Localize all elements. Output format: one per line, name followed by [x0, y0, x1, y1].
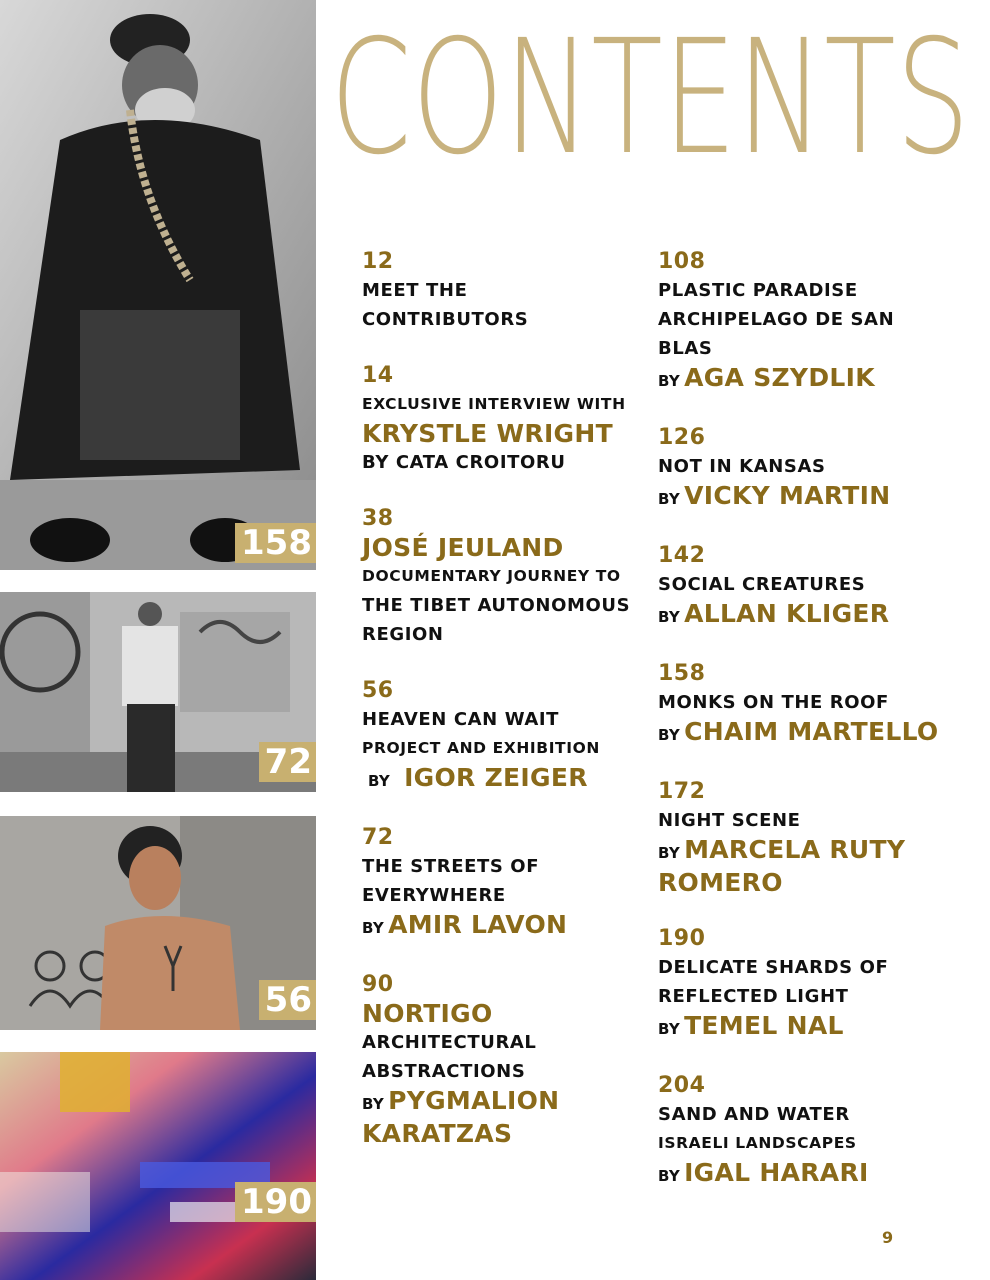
- entry-subtitle: EXCLUSIVE INTERVIEW WITH: [362, 395, 626, 413]
- entry-author: [362, 763, 632, 796]
- author-name-continued: KARATZAS: [362, 1119, 513, 1148]
- page-number: 158: [658, 661, 706, 686]
- toc-entry[interactable]: [362, 505, 632, 649]
- toc-entry[interactable]: [362, 248, 632, 334]
- entry-name: JOSÉ JEULAND: [362, 533, 564, 562]
- page-number: 108: [658, 249, 706, 274]
- entry-title: MONKS ON THE ROOF: [658, 692, 889, 713]
- toc-entry[interactable]: [362, 824, 632, 943]
- author-name: IGOR ZEIGER: [404, 763, 588, 792]
- entry-title: REGION: [362, 624, 444, 645]
- page-number: 172: [658, 779, 706, 804]
- author-name: AGA SZYDLIK: [684, 363, 875, 392]
- photo-badge: 56: [259, 980, 316, 1020]
- toc-entry[interactable]: [362, 677, 632, 796]
- entry-author: [658, 835, 958, 868]
- photo-graffiti-man: [0, 592, 316, 792]
- author-name: MARCELA RUTY: [684, 835, 906, 864]
- entry-title: EVERYWHERE: [362, 885, 506, 906]
- entry-byline: BY CATA CROITORU: [362, 452, 566, 473]
- author-name: IGAL HARARI: [684, 1158, 869, 1187]
- page-number: 190: [658, 926, 706, 951]
- entry-title: PLASTIC PARADISE: [658, 280, 858, 301]
- svg-text:CONTENTS: CONTENTS: [330, 14, 970, 174]
- page-number: 90: [362, 972, 394, 997]
- toc-entry[interactable]: [658, 660, 958, 750]
- entry-author: [658, 717, 958, 750]
- photo-tattoo-man: [0, 816, 316, 1030]
- contents-title: [330, 14, 980, 174]
- entry-title: SAND AND WATER: [658, 1104, 850, 1125]
- toc-entry[interactable]: [362, 362, 632, 477]
- photo-badge: 158: [235, 523, 316, 563]
- entry-title: DELICATE SHARDS OF: [658, 957, 889, 978]
- entry-title: ARCHIPELAGO DE SAN: [658, 309, 895, 330]
- entry-title: MEET THE: [362, 280, 468, 301]
- by-label: BY: [658, 608, 681, 626]
- entry-author: [658, 1011, 958, 1044]
- author-name: CHAIM MARTELLO: [684, 717, 939, 746]
- entry-author: [362, 1086, 632, 1119]
- entry-author: [658, 1158, 958, 1191]
- entry-title: NOT IN KANSAS: [658, 456, 826, 477]
- entry-title: REFLECTED LIGHT: [658, 986, 849, 1007]
- entry-subtitle: ISRAELI LANDSCAPES: [658, 1134, 857, 1152]
- page-number: 56: [362, 678, 394, 703]
- entry-title: ARCHITECTURAL: [362, 1032, 537, 1053]
- by-label: BY: [658, 726, 681, 744]
- by-label: BY: [368, 772, 391, 790]
- by-label: BY: [658, 844, 681, 862]
- toc-entry[interactable]: [658, 542, 958, 632]
- by-label: BY: [658, 1167, 681, 1185]
- author-name: VICKY MARTIN: [684, 481, 891, 510]
- photo-blurred-light: [0, 1052, 316, 1280]
- entry-author: [658, 363, 958, 396]
- entry-title: THE STREETS OF: [362, 856, 540, 877]
- entry-title: HEAVEN CAN WAIT: [362, 709, 560, 730]
- photo-badge: 72: [259, 742, 316, 782]
- author-name: TEMEL NAL: [684, 1011, 844, 1040]
- author-name: PYGMALION: [388, 1086, 560, 1115]
- by-label: BY: [362, 1095, 385, 1113]
- author-name: AMIR LAVON: [388, 910, 568, 939]
- page-number: 12: [362, 249, 394, 274]
- page-number: 126: [658, 425, 706, 450]
- entry-author: [658, 599, 958, 632]
- contents-left-column: [362, 248, 632, 1148]
- page-number: 38: [362, 506, 394, 531]
- entry-subtitle: PROJECT AND EXHIBITION: [362, 739, 600, 757]
- entry-title: NIGHT SCENE: [658, 810, 801, 831]
- folio-page-number: 9: [882, 1228, 894, 1247]
- photo-monk: [0, 0, 316, 570]
- by-label: BY: [658, 372, 681, 390]
- contents-right-column: [658, 248, 958, 1191]
- page-number: 72: [362, 825, 394, 850]
- toc-entry[interactable]: [658, 248, 958, 396]
- entry-title: THE TIBET AUTONOMOUS: [362, 595, 631, 616]
- entry-title: BLAS: [658, 338, 713, 359]
- entry-author: [362, 910, 632, 943]
- toc-entry[interactable]: [362, 971, 632, 1148]
- entry-name: KRYSTLE WRIGHT: [362, 419, 613, 448]
- toc-entry[interactable]: [658, 925, 958, 1044]
- page-number: 14: [362, 363, 394, 388]
- author-name-continued: ROMERO: [658, 868, 783, 897]
- toc-entry[interactable]: [658, 424, 958, 514]
- by-label: BY: [658, 1020, 681, 1038]
- author-name: ALLAN KLIGER: [684, 599, 890, 628]
- by-label: BY: [658, 490, 681, 508]
- entry-author: [658, 481, 958, 514]
- entry-name: NORTIGO: [362, 999, 493, 1028]
- photo-badge: 190: [235, 1182, 316, 1222]
- entry-title: SOCIAL CREATURES: [658, 574, 866, 595]
- toc-entry[interactable]: [658, 778, 958, 897]
- entry-title: CONTRIBUTORS: [362, 309, 529, 330]
- page-number: 142: [658, 543, 706, 568]
- entry-title: ABSTRACTIONS: [362, 1061, 526, 1082]
- entry-title: DOCUMENTARY JOURNEY TO: [362, 567, 621, 585]
- toc-entry[interactable]: [658, 1072, 958, 1191]
- page-number: 204: [658, 1073, 706, 1098]
- by-label: BY: [362, 919, 385, 937]
